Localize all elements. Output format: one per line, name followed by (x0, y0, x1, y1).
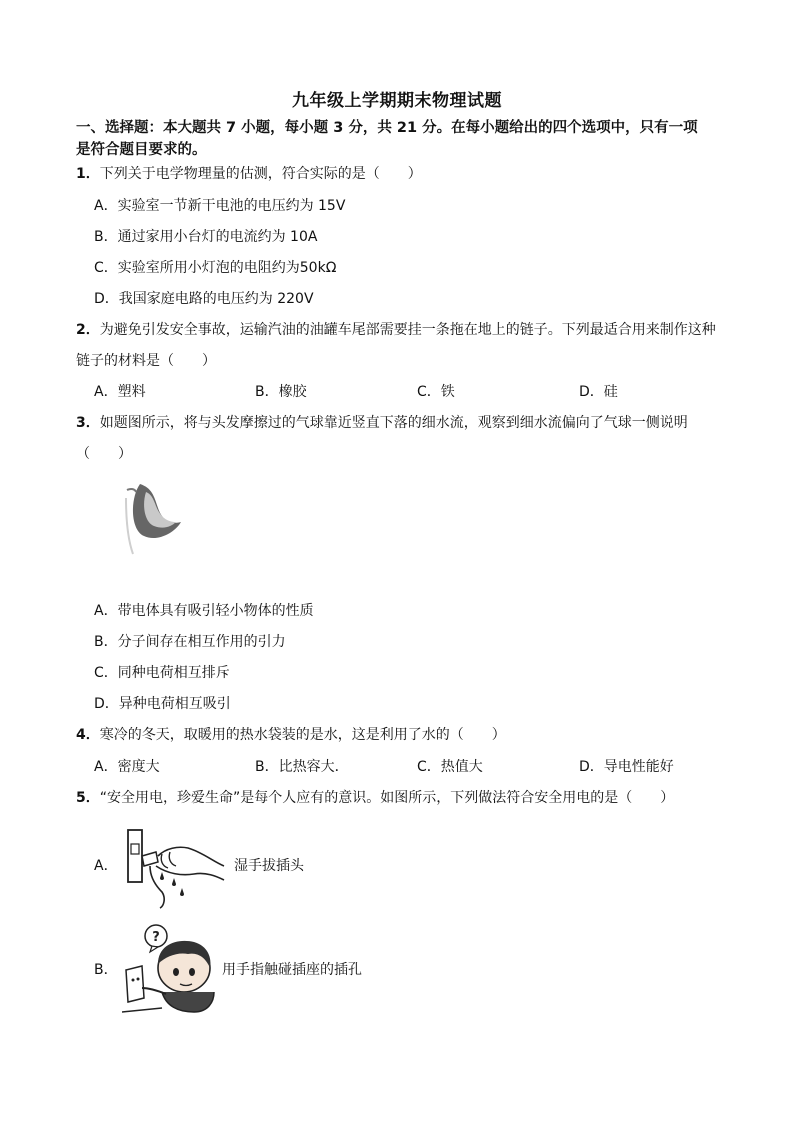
question-5 (76, 788, 756, 808)
question-2 (76, 320, 756, 340)
q5-option-a-label: A． (94, 858, 118, 874)
question-bubble-text: ? (152, 930, 160, 945)
q5-option-b-label: B． (94, 962, 118, 978)
q4-option-a: A．密度大 (94, 759, 160, 775)
q2-option-b: B．橡胶 (255, 384, 307, 400)
q2-option-a: A．塑料 (94, 384, 146, 400)
child-touch-socket-figure (122, 922, 222, 1018)
q5-option-b-text: 用手指触碰插座的插孔 (222, 962, 362, 978)
page-title: 九年级上学期期末物理试题 (292, 91, 502, 111)
question-stem: “安全用电，珍爱生命”是每个人应有的意识。如图所示，下列做法符合安全用电的是（ ） (99, 790, 675, 806)
q3-option-b: B．分子间存在相互作用的引力 (94, 634, 286, 650)
question-number: 1． (76, 166, 100, 182)
question-number: 4． (76, 727, 100, 743)
section-heading-line2: 是符合题目要求的。 (76, 142, 207, 158)
q3-option-d: D．异种电荷相互吸引 (94, 696, 231, 712)
wet-hand-unplug-figure (122, 822, 226, 910)
q2-option-d: D．硅 (579, 384, 618, 400)
q3-option-a: A．带电体具有吸引轻小物体的性质 (94, 603, 314, 619)
q2-option-c: C．铁 (417, 384, 455, 400)
q1-option-a: A．实验室一节新干电池的电压约为 15V (94, 198, 346, 214)
q3-option-c: C．同种电荷相互排斥 (94, 665, 230, 681)
question-stem: 寒冷的冬天，取暖用的热水袋装的是水，这是利用了水的（ ） (99, 727, 506, 743)
question-number: 2． (76, 322, 100, 338)
q4-option-d: D．导电性能好 (579, 759, 674, 775)
question-3-line2: （ ） (76, 446, 132, 462)
question-4 (76, 725, 756, 745)
q4-option-b: B．比热容大． (255, 759, 349, 775)
balloon-water-figure (118, 478, 190, 563)
section-heading-line1: 一、选择题：本大题共 7 小题，每小题 3 分，共 21 分。在每小题给出的四个选项中，只有一项 (76, 120, 698, 136)
question-stem-line1: 为避免引发安全事故，运输汽油的油罐车尾部需要挂一条拖在地上的链子。下列最适合用来制作这种 (99, 322, 716, 338)
q5-option-a-text: 湿手拔插头 (234, 858, 304, 874)
question-number: 3． (76, 415, 100, 431)
question-1 (76, 164, 756, 184)
question-stem-line1: 如题图所示，将与头发摩擦过的气球靠近竖直下落的细水流，观察到细水流偏向了气球一侧说明 (99, 415, 688, 431)
q1-option-b: B．通过家用小台灯的电流约为 10A (94, 229, 318, 245)
question-3 (76, 413, 756, 433)
question-number: 5． (76, 790, 100, 806)
question-stem: 下列关于电学物理量的估测，符合实际的是（ ） (99, 166, 422, 182)
q1-option-d: D．我国家庭电路的电压约为 220V (94, 291, 314, 307)
q1-option-c: C．实验室所用小灯泡的电阻约为50kΩ (94, 260, 337, 276)
q4-option-c: C．热值大 (417, 759, 483, 775)
question-2-line2: 链子的材料是（ ） (76, 353, 216, 369)
